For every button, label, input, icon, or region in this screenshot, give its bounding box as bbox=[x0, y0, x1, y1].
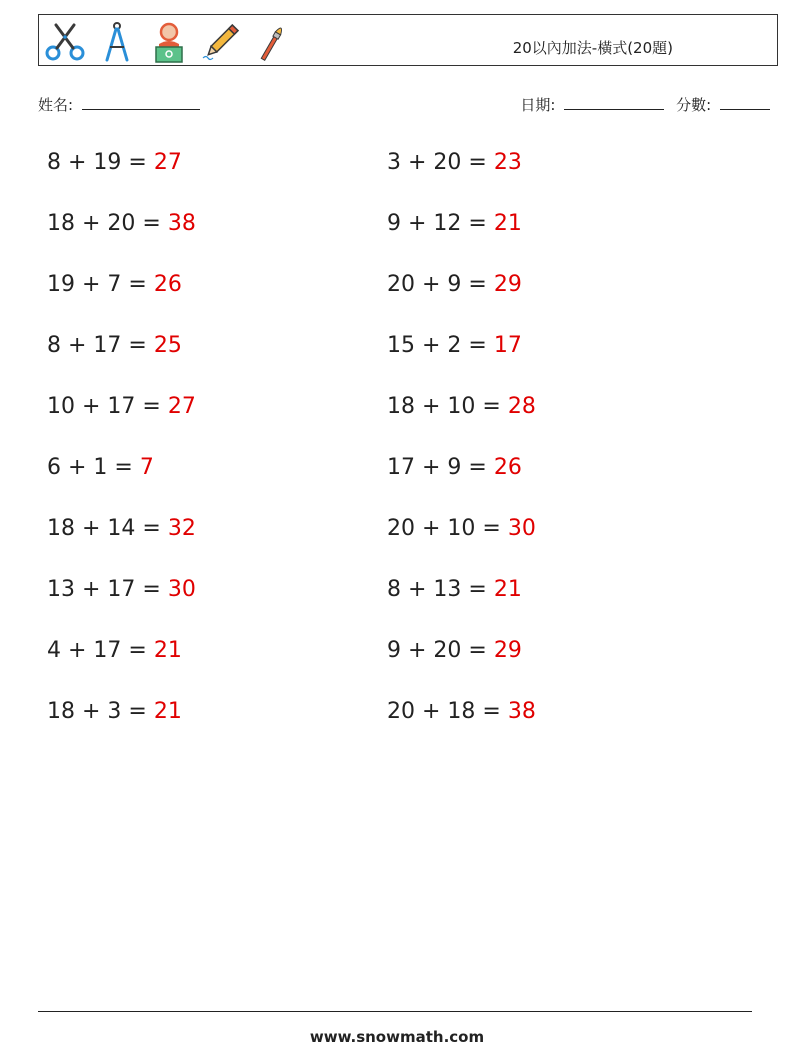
problem-answer: 30 bbox=[507, 516, 536, 541]
problem-answer: 17 bbox=[493, 333, 522, 358]
compass-icon bbox=[95, 20, 139, 64]
problem-question: 6 + 1 = bbox=[47, 455, 140, 480]
problem-question: 9 + 12 = bbox=[387, 211, 494, 236]
problem-question: 10 + 17 = bbox=[47, 394, 168, 419]
problem-item bbox=[47, 575, 196, 605]
problem-question: 20 + 9 = bbox=[387, 272, 494, 297]
problem-item bbox=[47, 697, 182, 727]
problem-item bbox=[47, 453, 154, 483]
problem-answer: 32 bbox=[167, 516, 196, 541]
name-field bbox=[38, 94, 200, 115]
problem-question: 20 + 18 = bbox=[387, 699, 508, 724]
problem-answer: 23 bbox=[493, 150, 522, 175]
problem-answer: 29 bbox=[493, 272, 522, 297]
problem-question: 15 + 2 = bbox=[387, 333, 494, 358]
footer-site[interactable]: www.snowmath.com bbox=[309, 1028, 485, 1046]
worksheet-header bbox=[38, 14, 778, 66]
problem-question: 18 + 10 = bbox=[387, 394, 508, 419]
score-blank bbox=[720, 95, 770, 110]
date-blank bbox=[564, 95, 664, 110]
problem-question: 3 + 20 = bbox=[387, 150, 494, 175]
date-field bbox=[520, 94, 664, 115]
problem-answer: 21 bbox=[153, 699, 182, 724]
problem-question: 8 + 19 = bbox=[47, 150, 154, 175]
date-label: 日期: bbox=[520, 96, 556, 114]
problem-item bbox=[47, 331, 182, 361]
problem-item bbox=[47, 514, 196, 544]
problem-question: 18 + 3 = bbox=[47, 699, 154, 724]
problem-answer: 27 bbox=[153, 150, 182, 175]
date-score-fields bbox=[520, 94, 770, 115]
problem-item bbox=[387, 392, 536, 422]
problem-answer: 26 bbox=[153, 272, 182, 297]
problem-item bbox=[47, 148, 182, 178]
problem-item bbox=[387, 148, 522, 178]
footer-divider bbox=[38, 1011, 752, 1012]
problem-answer: 21 bbox=[153, 638, 182, 663]
problem-question: 18 + 20 = bbox=[47, 211, 168, 236]
problem-answer: 21 bbox=[493, 211, 522, 236]
problem-question: 17 + 9 = bbox=[387, 455, 494, 480]
problem-answer: 7 bbox=[139, 455, 154, 480]
teacher-icon bbox=[147, 20, 191, 64]
problem-item bbox=[47, 636, 182, 666]
pencil-icon bbox=[199, 20, 243, 64]
problem-item bbox=[387, 575, 522, 605]
problem-question: 8 + 13 = bbox=[387, 577, 494, 602]
problem-item bbox=[387, 270, 522, 300]
problem-answer: 29 bbox=[493, 638, 522, 663]
problem-answer: 27 bbox=[167, 394, 196, 419]
problem-question: 8 + 17 = bbox=[47, 333, 154, 358]
paintbrush-icon bbox=[251, 20, 295, 64]
problem-question: 19 + 7 = bbox=[47, 272, 154, 297]
problem-answer: 25 bbox=[153, 333, 182, 358]
problem-question: 13 + 17 = bbox=[47, 577, 168, 602]
problem-item bbox=[47, 270, 182, 300]
problem-question: 9 + 20 = bbox=[387, 638, 494, 663]
problem-item bbox=[47, 392, 196, 422]
problem-answer: 30 bbox=[167, 577, 196, 602]
problem-item bbox=[47, 209, 196, 239]
problem-question: 20 + 10 = bbox=[387, 516, 508, 541]
name-blank bbox=[82, 95, 200, 110]
problem-answer: 38 bbox=[167, 211, 196, 236]
name-label: 姓名: bbox=[38, 96, 74, 114]
problem-item bbox=[387, 453, 522, 483]
problem-answer: 26 bbox=[493, 455, 522, 480]
score-label: 分數: bbox=[676, 96, 712, 114]
scissors-icon bbox=[43, 20, 87, 64]
problem-answer: 21 bbox=[493, 577, 522, 602]
problem-question: 4 + 17 = bbox=[47, 638, 154, 663]
worksheet-title: 20以內加法-橫式(20題) bbox=[512, 39, 673, 57]
problem-answer: 28 bbox=[507, 394, 536, 419]
problem-item bbox=[387, 697, 536, 727]
header-icons bbox=[43, 20, 295, 64]
problem-item bbox=[387, 209, 522, 239]
problem-item bbox=[387, 636, 522, 666]
problem-answer: 38 bbox=[507, 699, 536, 724]
problem-item bbox=[387, 331, 522, 361]
problem-question: 18 + 14 = bbox=[47, 516, 168, 541]
problem-item bbox=[387, 514, 536, 544]
score-field bbox=[676, 94, 770, 115]
